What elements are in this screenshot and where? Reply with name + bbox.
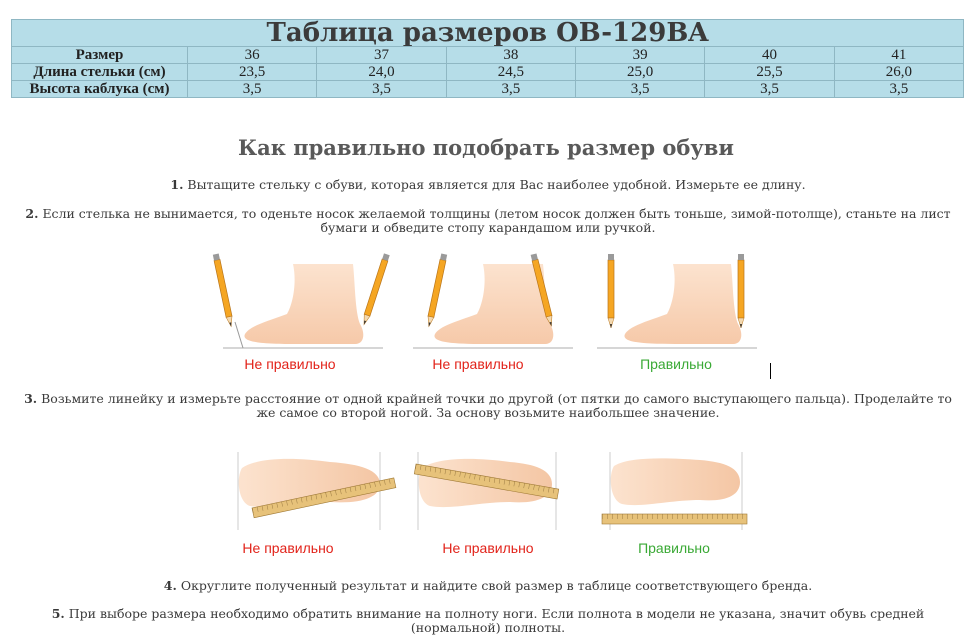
foot-icon (624, 264, 741, 344)
pencil-icon (361, 253, 390, 325)
size-cell: 40 (705, 47, 834, 64)
text-cursor (770, 363, 771, 379)
heel-cell: 3,5 (705, 81, 834, 98)
table-row (12, 81, 964, 98)
pencil-tracing-illustration (205, 252, 765, 352)
heel-cell: 3,5 (188, 81, 317, 98)
size-table-title: Таблица размеров OB-129BA (12, 20, 964, 47)
size-cell: 38 (446, 47, 575, 64)
step-text: Округлите полученный результат и найдите свой размер в таблице соответствующего бренда. (180, 578, 813, 593)
guide-heading: Как правильно подобрать размер обуви (238, 135, 734, 160)
step-text: Если стелька не вынимается, то оденьте носок желаемой толщины (летом носок должен быть тоньше, зимой-потолще), станьте на лист бумаги и обведите стопу карандашом или ручкой. (42, 206, 951, 235)
caption-wrong: Не правильно (244, 356, 336, 372)
step-number: 5. (51, 606, 65, 621)
table-row (12, 47, 964, 64)
step-2 (20, 207, 956, 235)
table-row (12, 64, 964, 81)
size-table (11, 19, 964, 98)
step-5 (20, 607, 956, 635)
step-4 (20, 579, 956, 593)
row-label: Высота каблука (см) (12, 81, 188, 98)
insole-cell: 24,5 (446, 64, 575, 81)
caption-right: Правильно (640, 356, 712, 372)
step-number: 3. (24, 391, 38, 406)
pencil-icon (426, 254, 447, 328)
insole-cell: 25,0 (575, 64, 704, 81)
insole-cell: 25,5 (705, 64, 834, 81)
foot-icon (434, 264, 553, 344)
row-label: Размер (12, 47, 188, 64)
caption-wrong: Не правильно (442, 540, 534, 556)
insole-cell: 23,5 (188, 64, 317, 81)
pencil-icon (608, 254, 614, 328)
caption-right: Правильно (638, 540, 710, 556)
size-cell: 37 (317, 47, 446, 64)
foot-icon (244, 264, 363, 344)
heel-cell: 3,5 (834, 81, 963, 98)
ruler-measurement-illustration (230, 448, 760, 536)
step-number: 1. (170, 177, 184, 192)
insole-cell: 26,0 (834, 64, 963, 81)
step-number: 4. (163, 578, 177, 593)
step-text: При выборе размера необходимо обратить внимание на полноту ноги. Если полнота в модели не указана, значит обувь средней (нормальной) полноты. (68, 606, 925, 635)
caption-wrong: Не правильно (242, 540, 334, 556)
pencil-icon (213, 254, 234, 328)
step-number: 2. (25, 206, 39, 221)
ruler-icon (602, 514, 747, 524)
caption-wrong: Не правильно (432, 356, 524, 372)
insole-cell: 24,0 (317, 64, 446, 81)
pencil-icon (738, 254, 744, 328)
size-cell: 41 (834, 47, 963, 64)
step-text: Вытащите стельку с обуви, которая является для Вас наиболее удобной. Измерьте ее длину. (187, 177, 806, 192)
heel-cell: 3,5 (317, 81, 446, 98)
foot-icon (611, 458, 740, 505)
heel-cell: 3,5 (575, 81, 704, 98)
step-text: Возьмите линейку и измерьте расстояние от одной крайней точки до другой (от пятки до самого выступающего пальца). Проделайте то же самое со второй ногой. За основу возьмите наибольшее значение. (41, 391, 952, 420)
step-1 (20, 178, 956, 192)
heel-cell: 3,5 (446, 81, 575, 98)
size-cell: 39 (575, 47, 704, 64)
size-cell: 36 (188, 47, 317, 64)
row-label: Длина стельки (см) (12, 64, 188, 81)
step-3 (20, 392, 956, 420)
